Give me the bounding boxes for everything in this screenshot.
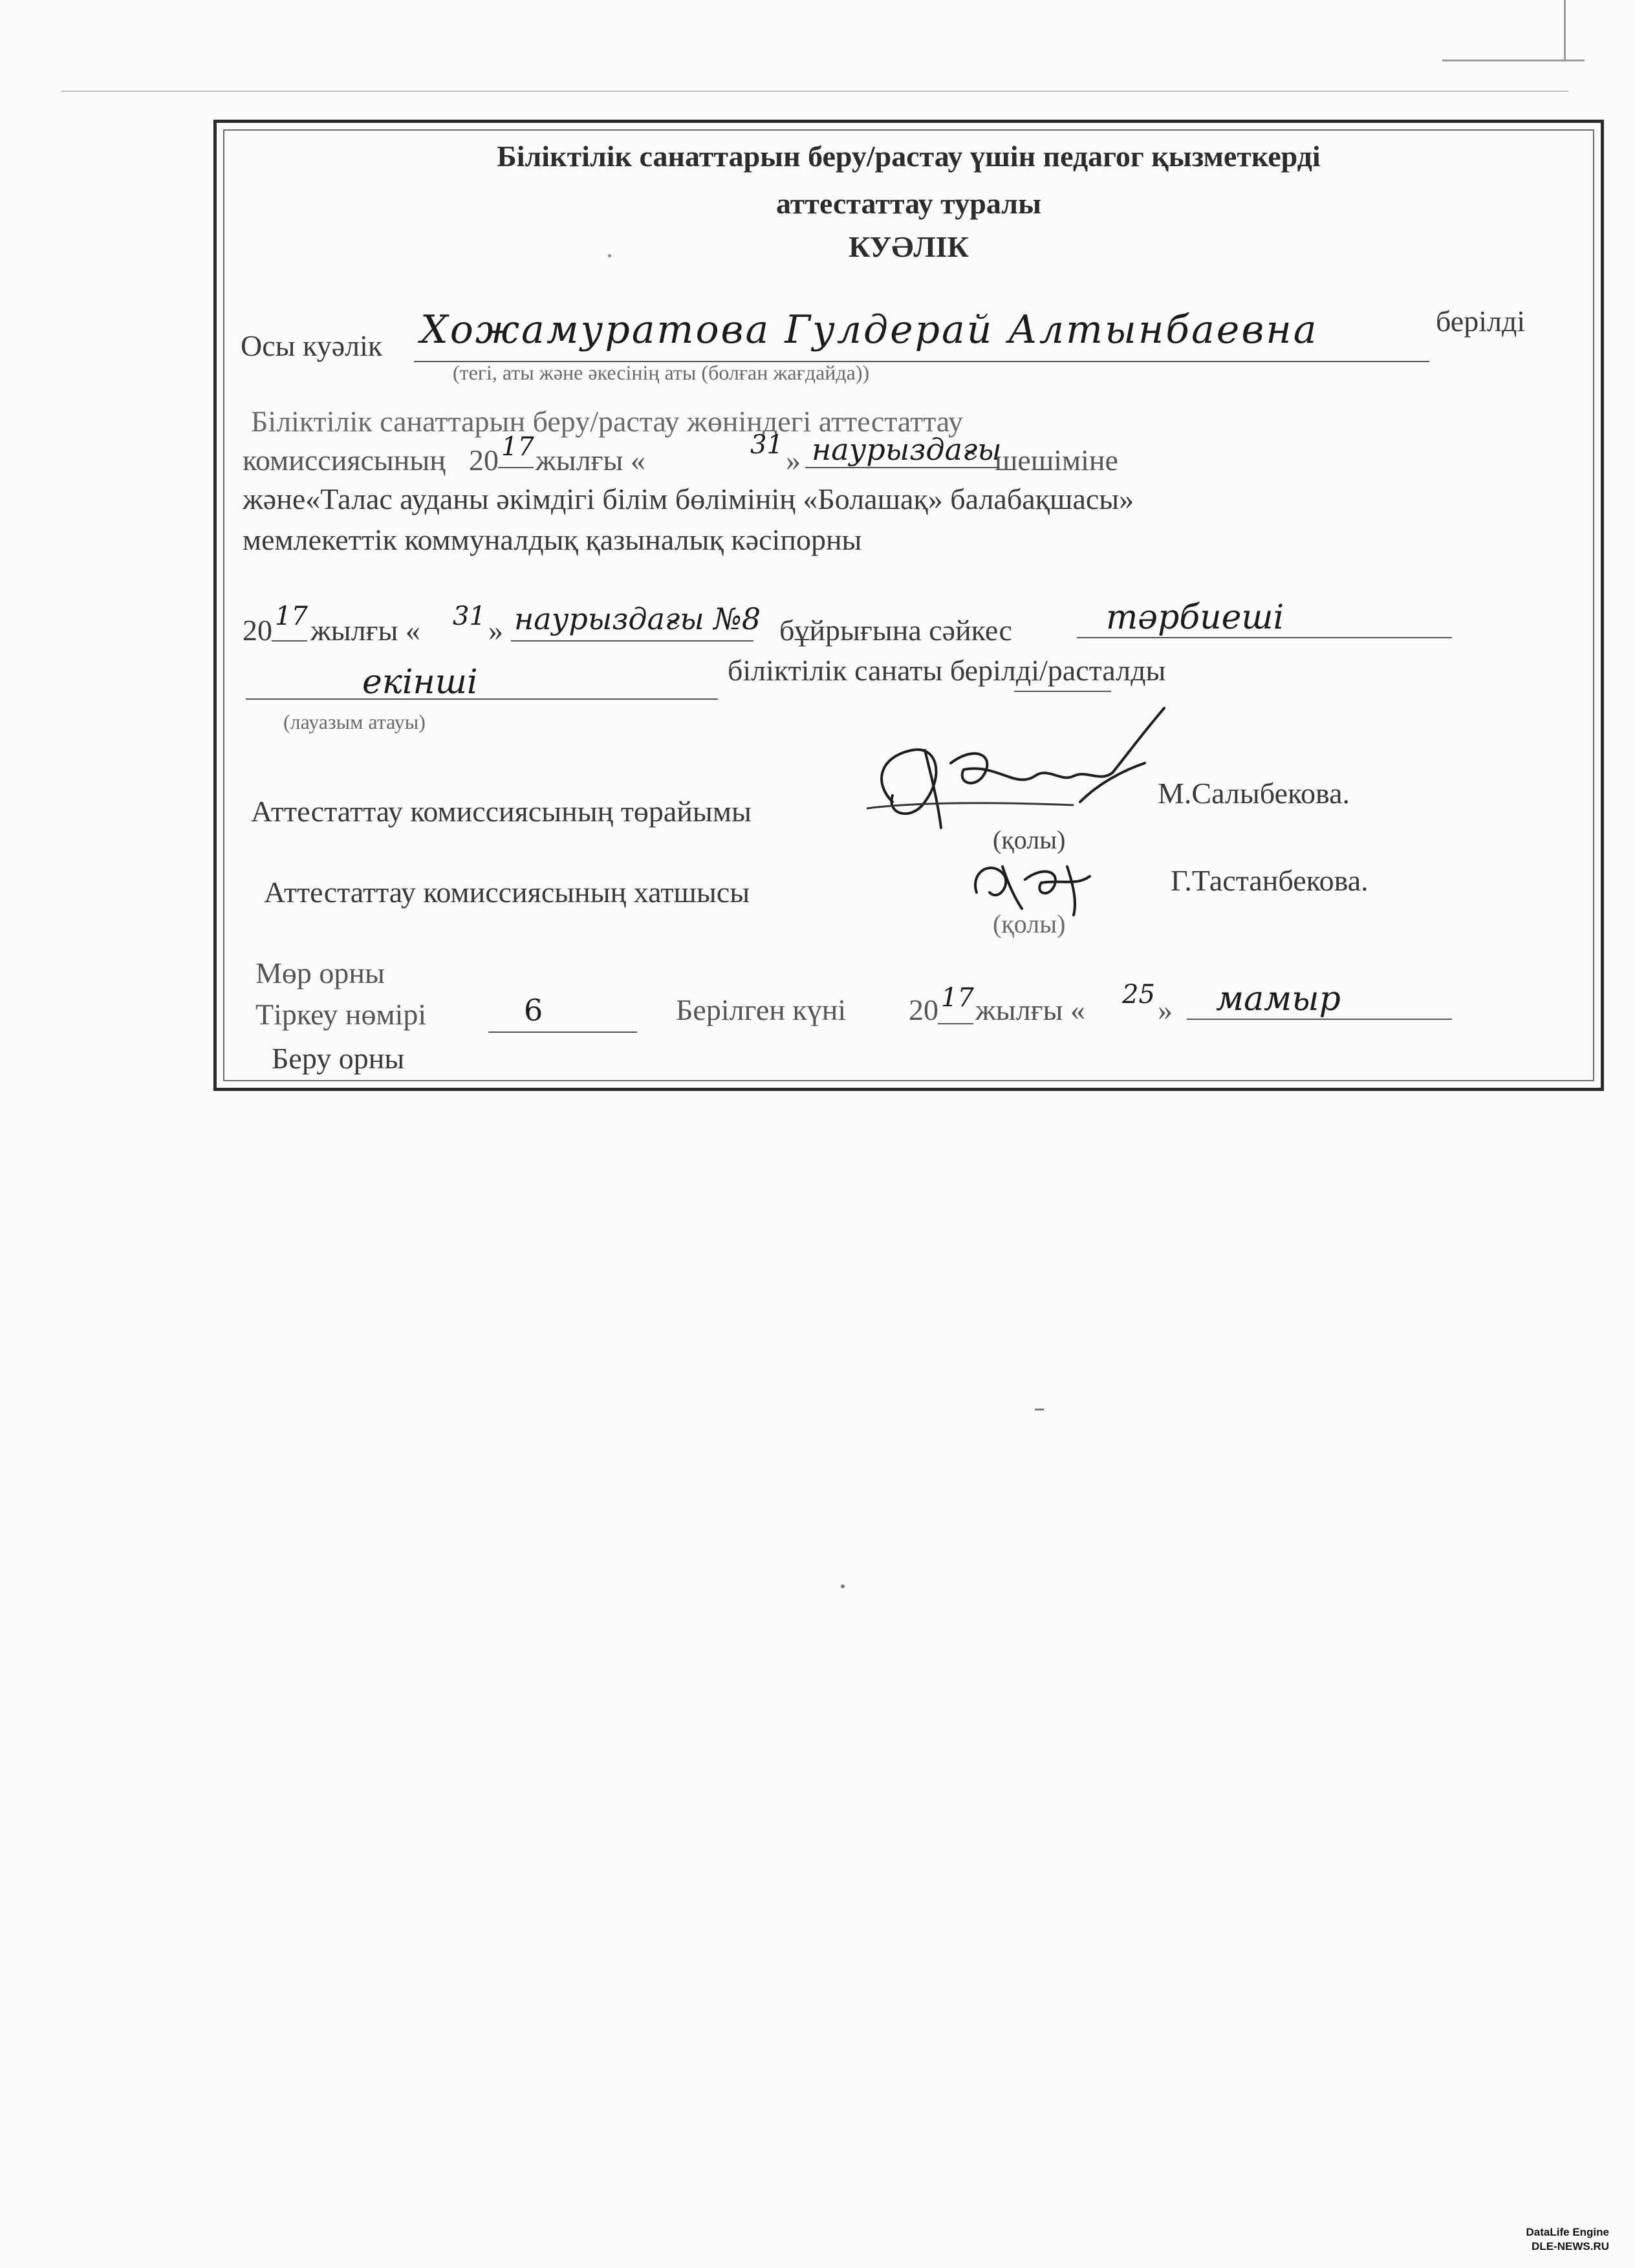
issue-month: мамыр (1216, 980, 1341, 1019)
issue-place: Беру орны (272, 1042, 405, 1075)
registration-underline (488, 1031, 637, 1033)
signature-caption-2: (қолы) (993, 909, 1066, 938)
certificate-title-line3: КУӘЛІК (849, 230, 969, 263)
decision-year-underline (498, 467, 534, 468)
order-month-number: наурыздағы №8 (514, 601, 761, 636)
scan-speck-1 (1035, 1409, 1044, 1410)
commission-line1: Біліктілік санаттарын беру/растау жөніндегі аттестаттау (251, 405, 963, 438)
issued-suffix: берілді (1436, 305, 1526, 338)
order-day: 31 (453, 601, 486, 631)
scan-edge-right (1564, 0, 1566, 61)
issue-year-suffix: жылғы « (975, 993, 1085, 1026)
chair-label: Аттестаттау комиссиясының төрайымы (251, 795, 752, 828)
decision-month-underline (805, 467, 999, 468)
certificate-title-line2: аттестаттау туралы (776, 187, 1041, 220)
order-year-prefix: 20 (243, 614, 272, 647)
signature-caption-1: (қолы) (993, 825, 1066, 854)
position-line1-underline (1077, 637, 1452, 638)
issue-month-underline (1187, 1019, 1452, 1020)
footer-brand (1526, 2225, 1609, 2254)
decision-suffix: шешіміне (995, 444, 1118, 477)
position-line2: екінші (362, 663, 478, 702)
decision-day-suffix: » (786, 444, 801, 477)
scan-edge-top (1442, 59, 1585, 61)
order-suffix: бұйрығына сәйкес (779, 614, 1012, 647)
issued-prefix: Осы куәлік (241, 329, 383, 362)
name-caption: (тегі, аты және әкесінің аты (болған жағдайда)) (453, 361, 870, 384)
decision-month: наурыздағы (812, 432, 1002, 467)
order-year-underline (272, 640, 307, 642)
position-caption: (лауазым атауы) (283, 710, 426, 733)
seal-place: Мөр орны (255, 956, 385, 989)
certificate-inner-border (223, 129, 1594, 1081)
footer-brand-line1: DataLife Engine (1526, 2226, 1609, 2238)
issue-date-prefix: Берілген күні (676, 993, 847, 1026)
decision-year-prefix: 20 (469, 444, 499, 477)
scan-speck-2 (841, 1584, 845, 1588)
category-text: біліктілік санаты берілді/расталды (728, 654, 1166, 687)
order-year: 17 (275, 601, 308, 631)
organization-line1: және«Талас ауданы әкімдігі білім бөлімінің «Болашақ» балабақшасы» (243, 482, 1134, 515)
decision-year: 17 (501, 432, 534, 462)
chair-name: М.Салыбекова. (1158, 777, 1350, 810)
issue-year-prefix: 20 (909, 993, 938, 1026)
position-line2-underline (246, 698, 718, 700)
scan-line-top (61, 91, 1568, 92)
issue-year-underline (938, 1023, 973, 1024)
issue-year: 17 (941, 983, 974, 1013)
decision-year-suffix: жылғы « (536, 444, 645, 477)
position-line1: тәрбиеші (1106, 598, 1284, 637)
secretary-signature (964, 847, 1106, 918)
issue-day-suffix: » (1158, 993, 1173, 1026)
organization-line2: мемлекеттік коммуналдық қазыналық кәсіпорны (243, 523, 862, 556)
decision-day: 31 (750, 430, 783, 460)
footer-brand-line2: DLE-NEWS.RU (1532, 2240, 1609, 2252)
registration-number: 6 (524, 993, 543, 1028)
issue-day: 25 (1122, 980, 1155, 1010)
secretary-name: Г.Тастанбекова. (1171, 864, 1369, 897)
order-day-suffix: » (488, 614, 503, 647)
recipient-name: Хожамуратова Гулдерай Алтынбаевна (420, 307, 1319, 352)
scan-speck-3 (608, 254, 611, 257)
commission-prefix: комиссиясының (243, 444, 446, 477)
secretary-label: Аттестаттау комиссиясының хатшысы (264, 876, 750, 909)
certificate-title-line1: Біліктілік санаттарын беру/растау үшін педагог қызметкерді (497, 140, 1321, 173)
category-berildi-underline (1014, 691, 1111, 692)
certificate-frame (213, 120, 1604, 1091)
order-year-suffix: жылғы « (310, 614, 420, 647)
order-month-underline (511, 640, 753, 642)
registration-label: Тіркеу нөмірі (255, 998, 427, 1031)
